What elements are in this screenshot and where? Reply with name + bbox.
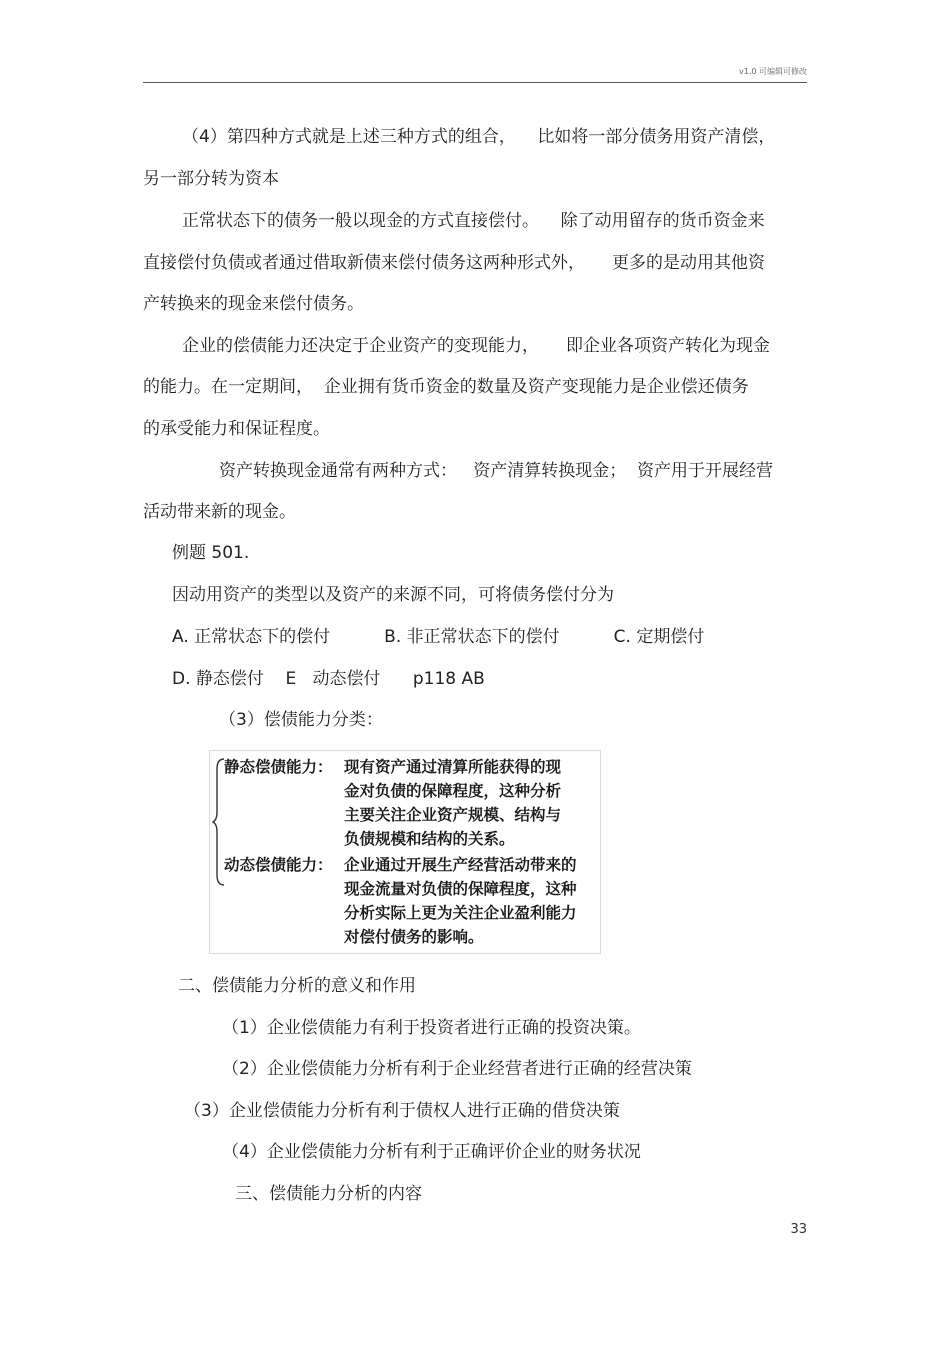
text-line: 产转换来的现金来偿付债务。 (143, 294, 364, 314)
text-line: 的承受能力和保证程度。 (143, 419, 330, 439)
text-line: （3）偿债能力分类： (219, 710, 383, 730)
text-line: 另一部分转为资本 (143, 169, 279, 189)
solvency-classification-figure (209, 750, 601, 954)
text-line: 的能力。在一定期间， 企业拥有货币资金的数量及资产变现能力是企业偿还债务 (143, 377, 749, 397)
section-heading: 二、偿债能力分析的意义和作用 (178, 976, 416, 996)
text-line: （1）企业偿债能力有利于投资者进行正确的投资决策。 (222, 1018, 641, 1038)
text-line: （4）第四种方式就是上述三种方式的组合， 比如将一部分债务用资产清偿， (182, 127, 776, 147)
page-number: 33 (790, 1222, 807, 1237)
dynamic-solvency-line: 分析实际上更为关注企业盈利能力 (344, 904, 577, 922)
header-rule (143, 82, 807, 83)
text-line: （4）企业偿债能力分析有利于正确评价企业的财务状况 (222, 1142, 641, 1162)
text-line: A. 正常状态下的偿付 B. 非正常状态下的偿付 C. 定期偿付 (172, 627, 705, 647)
static-solvency-term: 静态偿债能力： (224, 758, 333, 776)
static-solvency-line: 主要关注企业资产规模、结构与 (344, 806, 562, 824)
text-line: 活动带来新的现金。 (143, 502, 296, 522)
text-line: 资产转换现金通常有两种方式： 资产清算转换现金； 资产用于开展经营 (219, 461, 774, 481)
text-line: （3）企业偿债能力分析有利于债权人进行正确的借贷决策 (184, 1101, 620, 1121)
version-label: v1.0 可编辑可修改 (739, 67, 807, 76)
static-solvency-line: 金对负债的保障程度，这种分析 (344, 782, 562, 800)
dynamic-solvency-term: 动态偿债能力： (224, 856, 333, 874)
text-line: （2）企业偿债能力分析有利于企业经营者进行正确的经营决策 (222, 1059, 692, 1079)
text-line: D. 静态偿付 E 动态偿付 p118 AB (172, 669, 485, 689)
dynamic-solvency-line: 现金流量对负债的保障程度，这种 (344, 880, 577, 898)
text-line: 因动用资产的类型以及资产的来源不同，可将债务偿付分为 (172, 585, 614, 605)
static-solvency-line: 现有资产通过清算所能获得的现 (344, 758, 562, 776)
text-line: 正常状态下的债务一般以现金的方式直接偿付。 除了动用留存的货币资金来 (182, 211, 765, 231)
static-solvency-line: 负债规模和结构的关系。 (344, 830, 515, 848)
text-line: 例题 501. (172, 543, 250, 563)
section-heading: 三、偿债能力分析的内容 (235, 1184, 422, 1204)
text-line: 直接偿付负债或者通过借取新债来偿付债务这两种形式外， 更多的是动用其他资 (143, 253, 766, 273)
dynamic-solvency-line: 企业通过开展生产经营活动带来的 (344, 856, 577, 874)
dynamic-solvency-line: 对偿付债务的影响。 (344, 928, 484, 946)
text-line: 企业的偿债能力还决定于企业资产的变现能力， 即企业各项资产转化为现金 (182, 336, 771, 356)
